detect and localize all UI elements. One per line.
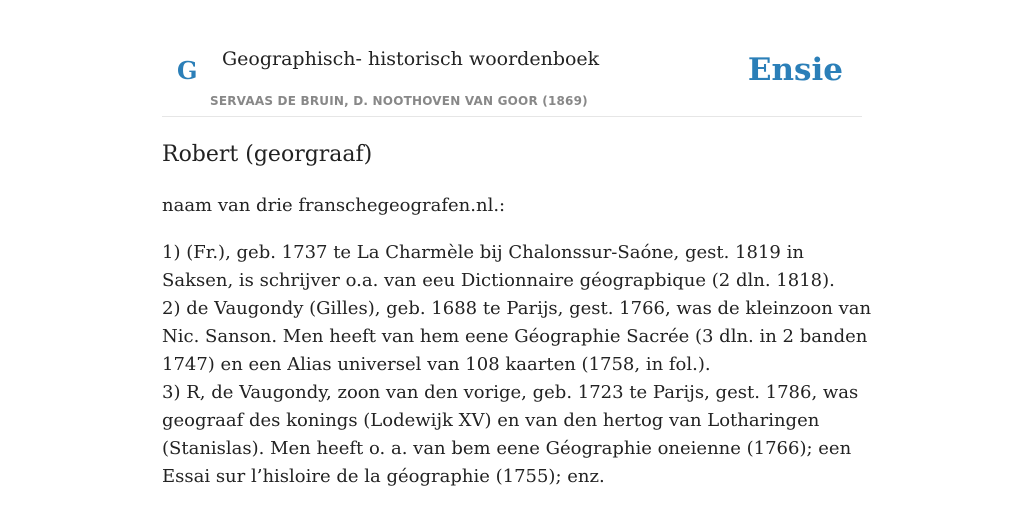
book-title[interactable]: Geographisch- historisch woordenboek <box>222 48 600 70</box>
entry-intro: naam van drie franschegeografen.nl.: <box>162 195 506 216</box>
ensie-logo[interactable]: Ensie <box>747 52 843 88</box>
page-header <box>162 0 862 117</box>
entry-item-1: 1) (Fr.), geb. 1737 te La Charmèle bij Chalonssur-Saóne, gest. 1819 in Saksen, is schrijver o.a. van eeu Dictionnaire géograpbique (2 dln. 1818). <box>162 242 835 291</box>
book-authors: SERVAAS DE BRUIN, D. NOOTHOVEN VAN GOOR (1869) <box>210 94 588 108</box>
entry-item-3: 3) R, de Vaugondy, zoon van den vorige, geb. 1723 te Parijs, gest. 1786, was geograaf des konings (Lodewijk XV) en van den hertog van Lotharingen (Stanislas). Men heeft o. a. van bem eene Géographie oneienne (1766); een Essai sur l’hisloire de la géographie (1755); enz. <box>162 382 859 487</box>
entry-item-2: 2) de Vaugondy (Gilles), geb. 1688 te Parijs, gest. 1766, was de kleinzoon van Nic. Sanson. Men heeft van hem eene Géographie Sacrée (3 dln. in 2 banden 1747) en een Alias universel van 108 kaarten (1758, in fol.). <box>162 298 872 375</box>
dictionary-logo[interactable]: G <box>177 56 198 85</box>
entry-title: Robert (georgraaf) <box>162 142 373 167</box>
entry-content <box>162 192 872 491</box>
